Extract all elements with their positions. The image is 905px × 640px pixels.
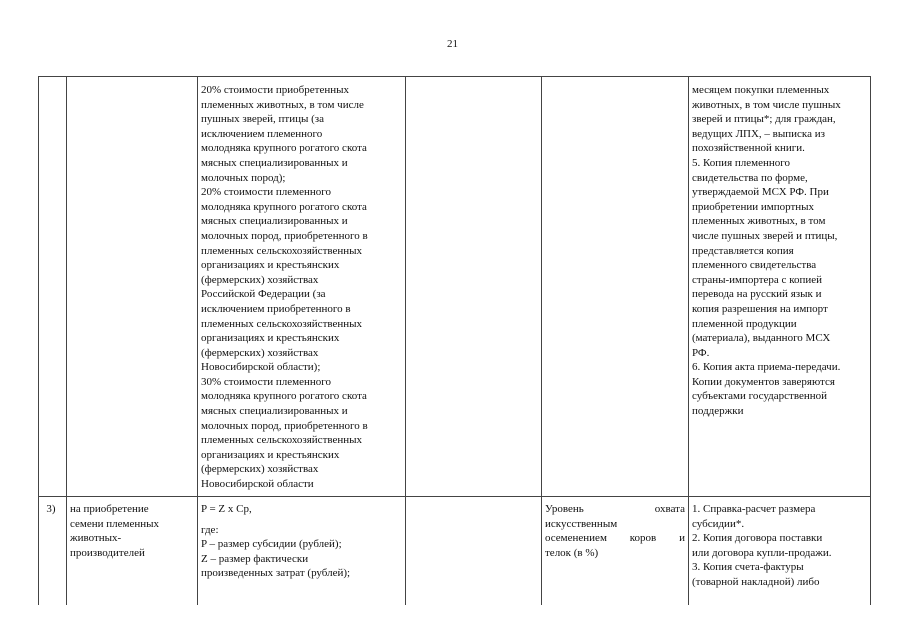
text-line: животных, в том числе пушных <box>692 98 841 111</box>
text-line: на приобретение <box>70 503 149 515</box>
text-line: перевода на русский язык и <box>692 288 822 301</box>
text-line: племенных сельскохозяйственных <box>201 244 363 257</box>
text-line: утверждаемой МСХ РФ. При <box>692 186 829 199</box>
text-line: животных- <box>70 532 122 545</box>
formula-cell <box>198 497 406 605</box>
text-line: мясных специализированных и <box>201 215 348 228</box>
text-line: Новосибирской области); <box>201 361 321 374</box>
indicator-cell <box>542 77 689 497</box>
text-line: P – размер субсидии (рублей); <box>201 538 342 551</box>
text-line: произведенных затрат (рублей); <box>201 567 351 580</box>
text-line: племенных сельскохозяйственных <box>201 317 363 330</box>
row-number: 3) <box>46 503 56 515</box>
text-line: ведущих ЛПХ, – выписка из <box>692 127 825 140</box>
subsidy-name-cell <box>67 77 198 497</box>
text-line: свидетельства по форме, <box>692 171 808 184</box>
table-row <box>39 77 871 497</box>
text-line: субъектами государственной <box>692 390 828 403</box>
subsidy-name-text <box>67 502 197 560</box>
text-line: субсидии*. <box>692 517 745 530</box>
empty-cell <box>406 497 542 605</box>
indicator-cell <box>542 497 689 605</box>
text-line: 1. Справка-расчет размера <box>692 503 816 515</box>
text-line: месяцем покупки племенных <box>692 84 830 96</box>
text-line: поддержки <box>692 405 744 418</box>
text-line: 2. Копия договора поставки <box>692 532 823 545</box>
text-line: молодняка крупного рогатого скота <box>201 390 367 403</box>
text-line: организациях и крестьянских <box>201 332 340 345</box>
text-line: Z – размер фактически <box>201 552 309 565</box>
row-number-cell <box>39 77 67 497</box>
text-line: зверей и птицы*; для граждан, <box>692 113 836 126</box>
text-line: 20% стоимости приобретенных <box>201 84 350 96</box>
text-line: осеменением коров и <box>545 532 685 545</box>
text-line: (фермерских) хозяйствах <box>201 346 319 359</box>
text-line: числе пушных зверей и птицы, <box>692 229 838 242</box>
text-line: племенных животных, в том <box>692 215 826 228</box>
text-line: (материала), выданного МСХ <box>692 332 831 345</box>
indicator-text <box>542 502 688 560</box>
page-number: 21 <box>447 38 458 50</box>
documents-text <box>689 502 870 590</box>
text-line: представляется копия <box>692 244 794 257</box>
formula-text <box>198 83 405 492</box>
text-line: племенной продукции <box>692 317 797 330</box>
text-line: семени племенных <box>70 517 160 530</box>
text-line: (фермерских) хозяйствах <box>201 463 319 476</box>
text-line: Копии документов заверяются <box>692 375 835 388</box>
text-line: Российской Федерации (за <box>201 288 326 301</box>
text-line: молодняка крупного рогатого скота <box>201 142 367 155</box>
text-line: где: <box>201 523 219 536</box>
documents-cell <box>689 497 871 605</box>
text-line: страны-импортера с копией <box>692 273 823 286</box>
text-line: приобретении импортных <box>692 200 815 213</box>
text-line: молочных пород, приобретенного в <box>201 419 368 432</box>
text-line: молодняка крупного рогатого скота <box>201 200 367 213</box>
text-line: РФ. <box>692 346 710 359</box>
text-line: молочных пород); <box>201 171 286 184</box>
text-line: 20% стоимости племенного <box>201 186 332 199</box>
text-line: племенных сельскохозяйственных <box>201 434 363 447</box>
formula-text <box>198 523 405 581</box>
text-line: Новосибирской области <box>201 478 314 491</box>
text-line: мясных специализированных и <box>201 405 348 418</box>
text-line: 6. Копия акта приема-передачи. <box>692 361 841 374</box>
text-line: искусственным <box>545 517 618 530</box>
text-line: организациях и крестьянских <box>201 259 340 272</box>
text-line: племенного свидетельства <box>692 259 817 272</box>
text-line: исключением племенного <box>201 127 323 140</box>
subsidy-name-cell <box>67 497 198 605</box>
text-line: племенных животных, в том числе <box>201 98 364 111</box>
text-line: копия разрешения на импорт <box>692 302 828 315</box>
text-line: или договора купли-продажи. <box>692 546 832 559</box>
table-row <box>39 497 871 605</box>
empty-cell <box>406 77 542 497</box>
text-line: 30% стоимости племенного <box>201 375 332 388</box>
text-line: Уровень охвата <box>545 503 685 515</box>
text-line: организациях и крестьянских <box>201 448 340 461</box>
text-line: 3. Копия счета-фактуры <box>692 561 804 574</box>
text-line: 5. Копия племенного <box>692 156 790 169</box>
text-line: похозяйственной книги. <box>692 142 805 155</box>
formula-cell <box>198 77 406 497</box>
text-line: мясных специализированных и <box>201 156 348 169</box>
text-line: (фермерских) хозяйствах <box>201 273 319 286</box>
text-line: исключением приобретенного в <box>201 302 351 315</box>
documents-cell <box>689 77 871 497</box>
text-line: производителей <box>70 546 145 559</box>
subsidy-table <box>38 76 871 605</box>
documents-text <box>689 83 870 419</box>
text-line: пушных зверей, птицы (за <box>201 113 325 126</box>
text-line: (товарной накладной) либо <box>692 575 820 588</box>
text-line: молочных пород, приобретенного в <box>201 229 368 242</box>
row-number-cell <box>39 497 67 605</box>
formula-equation: P = Z x Cp, <box>201 503 252 515</box>
text-line: телок (в %) <box>545 546 599 559</box>
